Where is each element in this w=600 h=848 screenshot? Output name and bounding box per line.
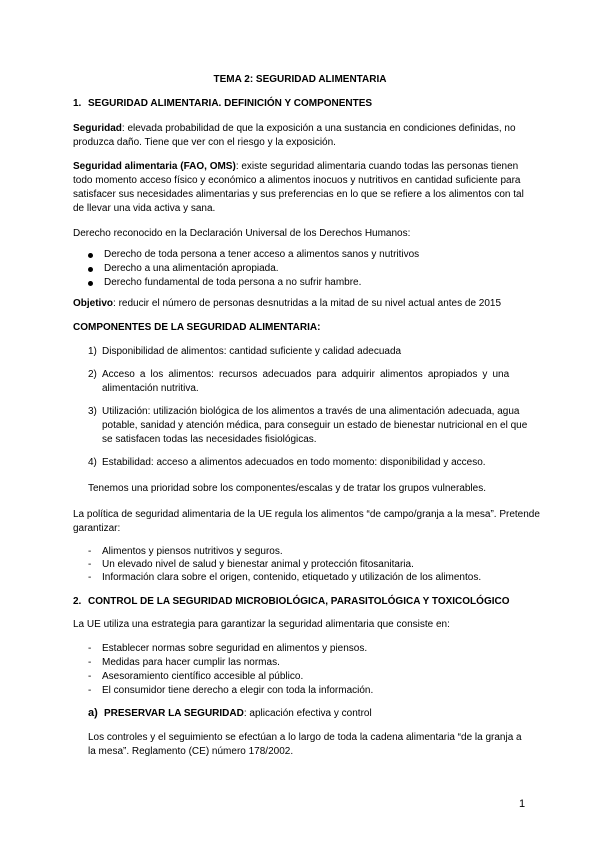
page-title: TEMA 2: SEGURIDAD ALIMENTARIA: [213, 74, 387, 85]
componente-text-cont: potable, sanidad y atención médica, para conseguir un estado de bienestar nutricional en el que: [102, 420, 528, 431]
sa-definition-line3: satisfacer sus necesidades alimentarias y sus preferencias en lo que se refiere a los alimentos con tal: [73, 189, 524, 200]
componente-number: 1): [88, 346, 97, 357]
objetivo-text: : reducir el número de personas desnutridas a la mitad de su nivel actual antes de 2015: [113, 298, 502, 309]
seguridad-definition-line2: produzca daño. Tiene que ver con el riesgo y la exposición.: [73, 137, 336, 148]
dash-marker: -: [88, 671, 92, 682]
componentes-heading: COMPONENTES DE LA SEGURIDAD ALIMENTARIA:: [73, 322, 321, 333]
sa-definition-line2: todo momento acceso físico y económico a alimentos inocuos y nutritivos en cantidad suficiente para: [73, 175, 521, 186]
subsection-a-term: PRESERVAR LA SEGURIDAD: [104, 708, 244, 719]
controles-line2: la mesa”. Reglamento (CE) número 178/2002.: [88, 746, 294, 757]
section-2-number: 2.: [73, 596, 82, 607]
objetivo-term: Objetivo: [73, 298, 114, 309]
dash-marker: -: [88, 546, 92, 557]
prioridad-text: Tenemos una prioridad sobre los componentes/escalas y de tratar los grupos vulnerables.: [88, 483, 486, 494]
section-1-number: 1.: [73, 98, 82, 109]
seguridad-text: : elevada probabilidad de que la exposición a una sustancia en condiciones definidas, no: [121, 123, 516, 134]
componente-text-cont: alimentación nutritiva.: [102, 383, 199, 394]
seguridad-term: Seguridad: [73, 123, 122, 134]
bullet-icon: [88, 253, 93, 258]
derecho-intro: Derecho reconocido en la Declaración Universal de los Derechos Humanos:: [73, 228, 411, 239]
sa-text: : existe seguridad alimentaria cuando todas las personas tienen: [235, 161, 519, 172]
bullet-icon: [88, 281, 93, 286]
section-1-heading: SEGURIDAD ALIMENTARIA. DEFINICIÓN Y COMPONENTES: [88, 98, 373, 109]
list-item: Información clara sobre el origen, contenido, etiquetado y utilización de los alimentos.: [102, 572, 482, 583]
dash-marker: -: [88, 559, 92, 570]
componente-number: 4): [88, 457, 97, 468]
sa-definition-line1: [73, 160, 518, 174]
dash-marker: -: [88, 572, 92, 583]
list-item: Derecho de toda persona a tener acceso a alimentos sanos y nutritivos: [104, 249, 420, 260]
sa-term: Seguridad alimentaria (FAO, OMS): [73, 161, 236, 172]
section-2-heading: CONTROL DE LA SEGURIDAD MICROBIOLÓGICA, PARASITOLÓGICA Y TOXICOLÓGICO: [88, 596, 510, 607]
subsection-a-line: [104, 707, 372, 721]
list-item: Medidas para hacer cumplir las normas.: [102, 657, 280, 668]
componente-text: Utilización: utilización biológica de los alimentos a través de una alimentación adecuada, agua: [102, 406, 520, 417]
list-item: Derecho a una alimentación apropiada.: [104, 263, 279, 274]
list-item: Asesoramiento científico accesible al público.: [102, 671, 304, 682]
componente-number: 3): [88, 406, 97, 417]
componente-text: Acceso a los alimentos: recursos adecuados para adquirir alimentos apropiados y una: [102, 369, 510, 380]
list-item: Un elevado nivel de salud y bienestar animal y protección fitosanitaria.: [102, 559, 414, 570]
politica-line1: La política de seguridad alimentaria de la UE regula los alimentos “de campo/granja a la mesa”. Pretende: [73, 509, 540, 520]
objetivo-line: [73, 297, 501, 311]
subsection-a-text: : aplicación efectiva y control: [243, 708, 372, 719]
list-item: Derecho fundamental de toda persona a no sufrir hambre.: [104, 277, 362, 288]
dash-marker: -: [88, 643, 92, 654]
politica-line2: garantizar:: [73, 523, 121, 534]
list-item: Establecer normas sobre seguridad en alimentos y piensos.: [102, 643, 368, 654]
section-2-intro: La UE utiliza una estrategia para garantizar la seguridad alimentaria que consiste en:: [73, 619, 450, 630]
dash-marker: -: [88, 685, 92, 696]
seguridad-definition-line1: [73, 122, 516, 136]
dash-marker: -: [88, 657, 92, 668]
sa-definition-line4: de llevar una vida activa y sana.: [73, 203, 216, 214]
page-number: 1: [519, 798, 526, 810]
componente-text-cont: se satisfacen todas las necesidades fisiológicas.: [102, 434, 317, 445]
componente-text: Disponibilidad de alimentos: cantidad suficiente y calidad adecuada: [102, 346, 402, 357]
controles-line1: Los controles y el seguimiento se efectúan a lo largo de toda la cadena alimentaria “de la granja a: [88, 732, 522, 743]
componente-text: Estabilidad: acceso a alimentos adecuados en todo momento: disponibilidad y acceso.: [102, 457, 486, 468]
list-item: Alimentos y piensos nutritivos y seguros.: [102, 546, 283, 557]
list-item: El consumidor tiene derecho a elegir con toda la información.: [102, 685, 374, 696]
bullet-icon: [88, 267, 93, 272]
componente-number: 2): [88, 369, 97, 380]
subsection-a-letter: a): [88, 707, 98, 719]
